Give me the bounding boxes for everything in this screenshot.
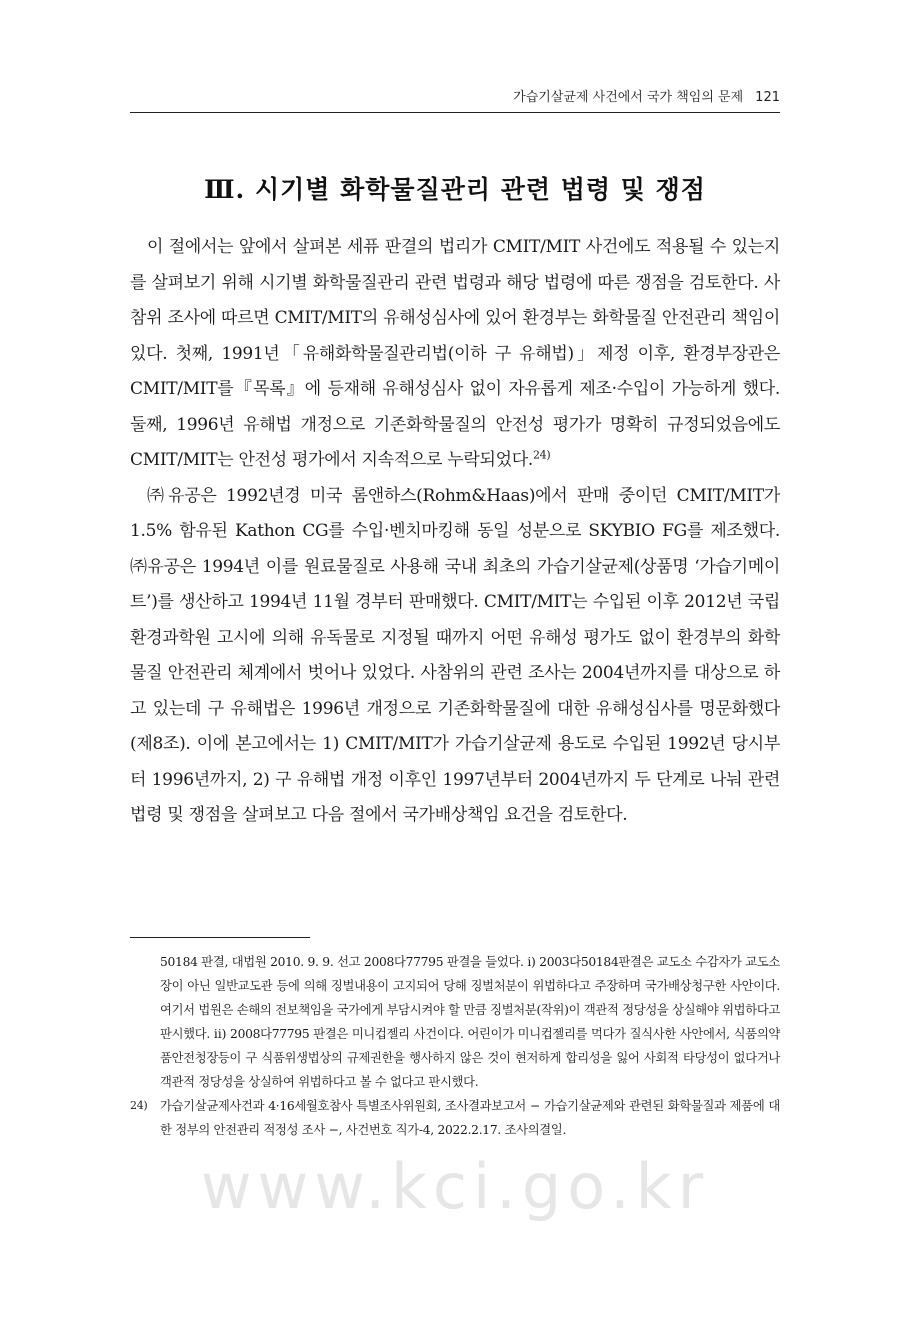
footnote-text: 가습기살균제사건과 4·16세월호참사 특별조사위원회, 조사결과보고서 − 가습기살균제와 관련된 화학물질과 제품에 대한 정부의 안전관리 적정성 조사 −, 사건번호 직가-4, 2022.2.17. 조사의결일. [160,1099,780,1137]
running-header [130,80,780,113]
paragraph-2: ㈜유공은 1992년경 미국 롬앤하스(Rohm&Haas)에서 판매 중이던 CMIT/MIT가 1.5% 함유된 Kathon CG를 수입·벤치마킹해 동일 성분으로 SKYBIO FG를 제조했다. ㈜유공은 1994년 이를 원료물질로 사용해 국내 최초의 가습기살균제(상품명 ‘가습기메이트’)를 생산하고 1994년 11월 경부터 판매했다. CMIT/MIT는 수입된 이후 2012년 국립환경과학원 고시에 의해 유독물로 지정될 때까지 어떤 유해성 평가도 없이 환경부의 화학물질 안전관리 체계에서 벗어나 있었다. 사참위의 관련 조사는 2004년까지를 대상으로 하고 있는데 구 유해법은 1996년 개정으로 기존화학물질에 대한 유해성심사를 명문화했다(제8조). 이에 본고에서는 1) CMIT/MIT가 가습기살균제 용도로 수입된 1992년 당시부터 1996년까지, 2) 구 유해법 개정 이후인 1997년부터 2004년까지 두 단계로 나눠 관련 법령 및 쟁점을 살펴보고 다음 절에서 국가배상책임 요건을 검토한다. [130,485,780,825]
page-number: 121 [755,90,780,105]
footnote-24 [130,1094,780,1142]
body-text [130,230,780,834]
watermark: www.kci.go.kr [200,1150,710,1223]
footnote-continuation: 50184 판결, 대법원 2010. 9. 9. 선고 2008다77795 판결을 들었다. ⅰ) 2003다50184판결은 교도소 수감자가 교도소장이 아닌 일반교도관 등에 의해 징벌내용이 고지되어 당해 징벌처분이 위법하다고 주장하며 국가배상청구한 사안이다. 여기서 법원은 손해의 전보책임을 국가에게 부담시켜야 할 만큼 징벌처분(작위)이 객관적 정당성을 상실해야 위법하다고 판시했다. ⅱ) 2008다77795 판결은 미니컵젤리 사건이다. 어린이가 미니컵젤리를 먹다가 질식사한 사안에서, 식품의약품안전청장등이 구 식품위생법상의 규제권한을 행사하지 않은 것이 현저하게 합리성을 잃어 사회적 타당성이 없다거나 객관적 정당성을 상실하여 위법하다고 볼 수 없다고 판시했다. [160,955,780,1089]
running-header-text [513,86,780,105]
paragraph-1-text: 이 절에서는 앞에서 살펴본 세퓨 판결의 법리가 CMIT/MIT 사건에도 적용될 수 있는지를 살펴보기 위해 시기별 화학물질관리 관련 법령과 해당 법령에 따른 쟁점을 검토한다. 사참위 조사에 따르면 CMIT/MIT의 유해성심사에 있어 환경부는 화학물질 안전관리 책임이 있다. 첫째, 1991년「유해화학물질관리법(이하 구 유해법)」제정 이후, 환경부장관은 CMIT/MIT를『목록』에 등재해 유해성심사 없이 자유롭게 제조·수입이 가능하게 했다. 둘째, 1996년 유해법 개정으로 기존화학물질의 안전성 평가가 명확히 규정되었음에도 CMIT/MIT는 안전성 평가에서 지속적으로 누락되었다. [130,237,780,470]
running-title: 가습기살균제 사건에서 국가 책임의 문제 [513,90,744,105]
footnote-divider [130,937,310,938]
footnote-number: 24) [130,1099,148,1112]
paragraph-1 [130,230,780,479]
footnotes [130,950,780,1142]
section-title: Ⅲ. 시기별 화학물질관리 관련 법령 및 쟁점 [204,175,706,204]
footnote-ref-24[interactable]: 24) [532,448,551,462]
